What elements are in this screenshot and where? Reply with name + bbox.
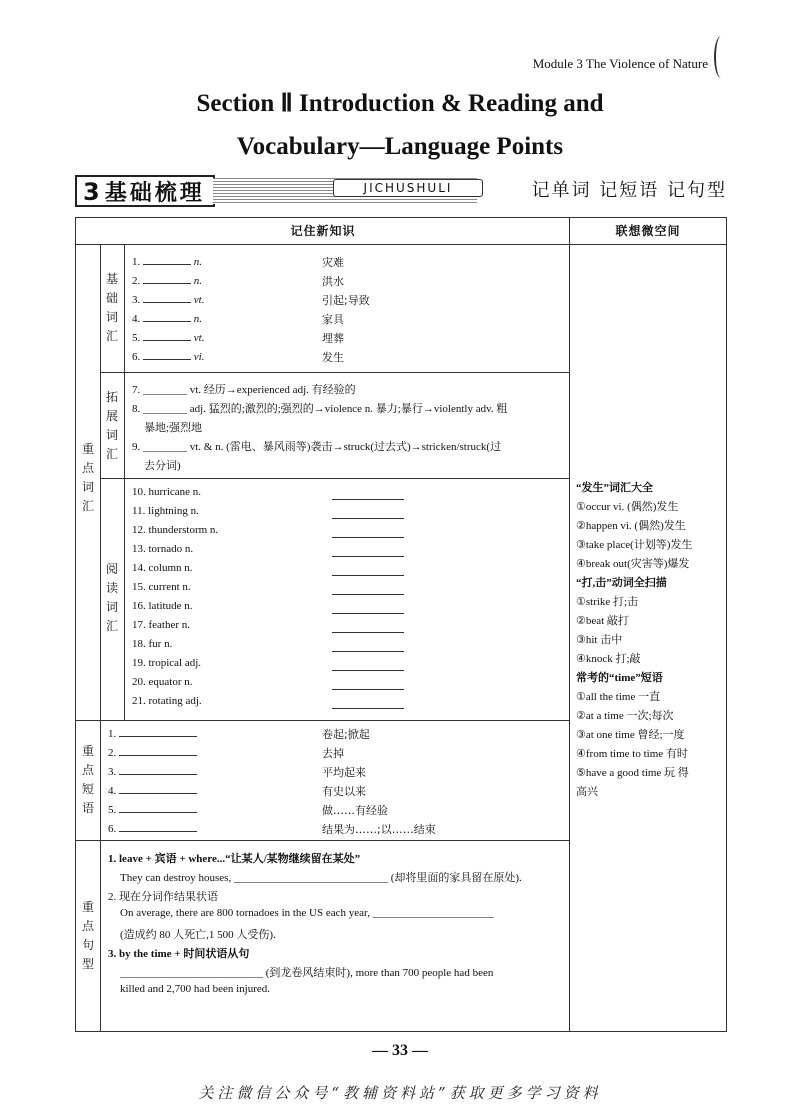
basic-vocab-row: 5. vt. 埋葬 (132, 332, 344, 345)
sentence-line: They can destroy houses, ____________________________ (却将里面的家具留在原处). (120, 872, 522, 884)
basic-vocab-row: 6. vi. 发生 (132, 351, 344, 364)
answer-blank[interactable] (119, 726, 197, 737)
basic-vocab-row: 4. n. 家具 (132, 313, 344, 326)
answer-blank[interactable] (332, 498, 404, 500)
extend-vocab-row: 9. ________ vt. & n. (雷电、暴风雨等)袭击→struck(过去式)→stricken/struck(过 (132, 441, 502, 453)
reading-vocab-row: 16. latitude n. (132, 600, 193, 612)
answer-blank[interactable] (332, 650, 404, 652)
section-band (75, 175, 727, 207)
phrase-row: 1. 卷起;掀起 (108, 728, 370, 741)
col-header-side: 联想微空间 (615, 224, 681, 238)
answer-blank[interactable] (332, 517, 404, 519)
sentence-line: On average, there are 800 tornadoes in the US each year, ______________________ (120, 907, 494, 919)
side-item: ③hit 击中 (576, 634, 623, 646)
extend-vocab-row: 暴地;强烈地 (144, 422, 203, 434)
phrase-row: 6. 结果为……;以……结束 (108, 823, 436, 836)
label-key-vocab: 重 点 词 汇 (81, 442, 94, 513)
label-basic-vocab: 基 础 词 汇 (105, 272, 118, 343)
phrase-row: 3. 平均起来 (108, 766, 366, 779)
side-item: ④knock 打;敲 (576, 653, 641, 665)
answer-blank[interactable] (143, 349, 191, 360)
band-pill: JICHUSHULI (333, 179, 483, 197)
answer-blank[interactable] (143, 311, 191, 322)
answer-blank[interactable] (143, 292, 191, 303)
side-heading: 常考的“time”短语 (576, 672, 663, 684)
footer-note: 关注微信公众号“教辅资料站”获取更多学习资料 (198, 1084, 602, 1102)
side-item: ④break out(灾害等)爆发 (576, 558, 690, 570)
side-item: ①occur vi. (偶然)发生 (576, 501, 679, 513)
phrase-row: 4. 有史以来 (108, 785, 366, 798)
reading-vocab-row: 14. column n. (132, 562, 193, 574)
sentence-line: __________________________ (到龙卷风结束时), more than 700 people had been (120, 967, 494, 979)
answer-blank[interactable] (119, 745, 197, 756)
side-item: ①all the time 一直 (576, 691, 661, 703)
side-item: ①strike 打;击 (576, 596, 639, 608)
basic-vocab-row: 2. n. 洪水 (132, 275, 344, 288)
answer-blank[interactable] (143, 330, 191, 341)
answer-blank[interactable] (332, 536, 404, 538)
answer-blank[interactable] (332, 555, 404, 557)
reading-vocab-row: 11. lightning n. (132, 505, 199, 517)
extend-vocab-row: 8. ________ adj. 猛烈的;激烈的;强烈的→violence n. 暴力;暴行→violently adv. 粗 (132, 403, 508, 415)
extend-vocab-row: 去分词) (144, 460, 181, 472)
col-header-main: 记住新知识 (290, 224, 356, 238)
page-title-line2: Vocabulary—Language Points (236, 133, 564, 160)
phrase-row: 2. 去掉 (108, 747, 344, 760)
answer-blank[interactable] (119, 783, 197, 794)
band-label: 3基础梳理 (75, 175, 215, 207)
label-extend-vocab: 拓 展 词 汇 (105, 390, 118, 461)
sentence-line: (造成约 80 人死亡,1 500 人受伤). (120, 929, 276, 941)
answer-blank[interactable] (332, 631, 404, 633)
label-key-sentences: 重 点 句 型 (81, 900, 94, 971)
reading-vocab-row: 10. hurricane n. (132, 486, 202, 498)
corner-mark (714, 36, 728, 78)
answer-blank[interactable] (332, 669, 404, 671)
reading-vocab-row: 21. rotating adj. (132, 695, 202, 707)
answer-blank[interactable] (332, 612, 404, 614)
page-title-line1: Section Ⅱ Introduction & Reading and (196, 90, 604, 117)
sentence-line: 1. leave + 宾语 + where...“让某人/某物继续留在某处” (108, 853, 361, 865)
answer-blank[interactable] (119, 821, 197, 832)
side-item: ③take place(计划等)发生 (576, 539, 693, 551)
basic-vocab-row: 1. n. 灾难 (132, 256, 344, 269)
sentence-line: 2. 现在分词作结果状语 (108, 891, 218, 903)
reading-vocab-row: 13. tornado n. (132, 543, 194, 555)
reading-vocab-row: 18. fur n. (132, 638, 173, 650)
sentence-line: killed and 2,700 had been injured. (120, 983, 270, 995)
label-reading-vocab: 阅 读 词 汇 (105, 562, 118, 633)
band-right: 记单词 记短语 记句型 (531, 180, 727, 201)
side-notes (576, 479, 726, 802)
reading-vocab-row: 19. tropical adj. (132, 657, 202, 669)
basic-vocab-row: 3. vt. 引起;导致 (132, 294, 370, 307)
label-key-phrases: 重 点 短 语 (81, 744, 94, 815)
side-heading: “发生”词汇大全 (576, 482, 653, 494)
answer-blank[interactable] (119, 764, 197, 775)
answer-blank[interactable] (332, 593, 404, 595)
reading-vocab-row: 17. feather n. (132, 619, 191, 631)
reading-vocab-row: 20. equator n. (132, 676, 193, 688)
phrase-row: 5. 做……有经验 (108, 804, 388, 817)
answer-blank[interactable] (119, 802, 197, 813)
side-item: ②happen vi. (偶然)发生 (576, 520, 686, 532)
page-number: — 33 — (372, 1042, 428, 1059)
side-item: ③at one time 曾经;一度 (576, 729, 685, 741)
reading-vocab-row: 15. current n. (132, 581, 191, 593)
answer-blank[interactable] (143, 254, 191, 265)
answer-blank[interactable] (143, 273, 191, 284)
running-header: Module 3 The Violence of Nature (532, 56, 708, 71)
sentence-line: 3. by the time + 时间状语从句 (108, 948, 250, 960)
answer-blank[interactable] (332, 707, 404, 709)
side-item: ②beat 敲打 (576, 615, 629, 627)
reading-vocab-row: 12. thunderstorm n. (132, 524, 219, 536)
answer-blank[interactable] (332, 688, 404, 690)
side-item: ④from time to time 有时 (576, 748, 688, 760)
side-heading: “打,击”动词全扫描 (576, 577, 667, 589)
side-item: ⑤have a good time 玩 得 (576, 767, 689, 779)
answer-blank[interactable] (332, 574, 404, 576)
content-table (75, 217, 727, 1032)
side-item: 高兴 (576, 786, 598, 798)
side-item: ②at a time 一次;每次 (576, 710, 674, 722)
extend-vocab-row: 7. ________ vt. 经历→experienced adj. 有经验的 (132, 384, 356, 396)
